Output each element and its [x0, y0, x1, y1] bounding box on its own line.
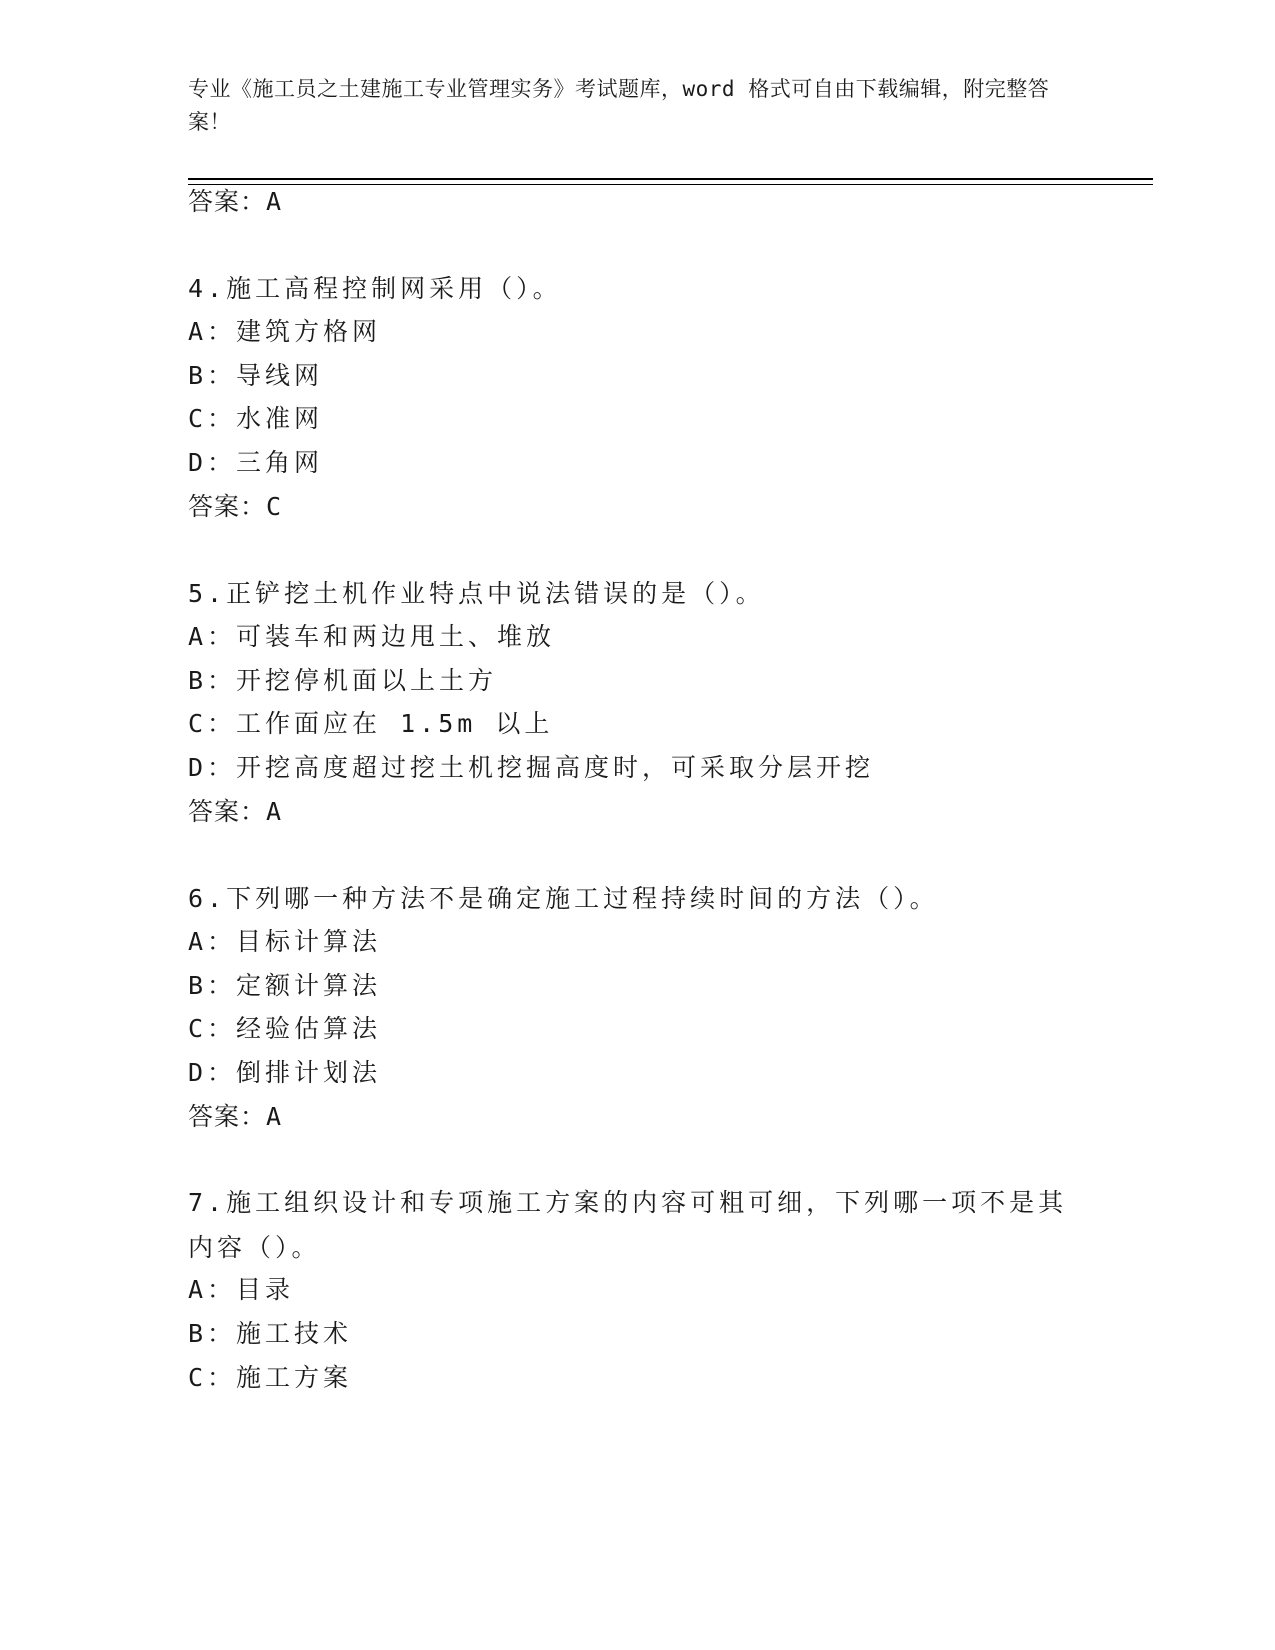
- option-a: A：可装车和两边甩土、堆放: [188, 622, 556, 651]
- question-stem: 6.下列哪一种方法不是确定施工过程持续时间的方法（）。: [188, 884, 939, 913]
- option-d: D：倒排计划法: [188, 1058, 382, 1087]
- option-b: B：施工技术: [188, 1319, 353, 1348]
- question-stem: 4.施工高程控制网采用（）。: [188, 274, 562, 303]
- answer-line: 答案：A: [188, 1102, 283, 1131]
- option-a: A：目录: [188, 1275, 295, 1304]
- option-a: A：目标计算法: [188, 927, 382, 956]
- header-rule-thin: [188, 184, 1153, 185]
- option-c: C：施工方案: [188, 1363, 353, 1392]
- answer-line: 答案：A: [188, 187, 283, 216]
- header-rule: [188, 178, 1153, 180]
- option-b: B：开挖停机面以上土方: [188, 666, 498, 695]
- option-c: C：经验估算法: [188, 1014, 382, 1043]
- option-d: D：开挖高度超过挖土机挖掘高度时，可采取分层开挖: [188, 753, 875, 782]
- option-b: B：定额计算法: [188, 971, 382, 1000]
- option-d: D：三角网: [188, 448, 324, 477]
- option-c: C：工作面应在 1.5m 以上: [188, 709, 554, 738]
- document-header: 专业《施工员之土建施工专业管理实务》考试题库，word 格式可自由下载编辑，附完整答案！: [188, 77, 1050, 134]
- option-b: B：导线网: [188, 361, 324, 390]
- answer-line: 答案：C: [188, 492, 283, 521]
- question-stem: 5.正铲挖土机作业特点中说法错误的是（）。: [188, 579, 765, 608]
- option-c: C：水准网: [188, 404, 324, 433]
- question-stem: 7.施工组织设计和专项施工方案的内容可粗可细，下列哪一项不是其内容（）。: [188, 1188, 1068, 1262]
- option-a: A：建筑方格网: [188, 317, 382, 346]
- answer-line: 答案：A: [188, 797, 283, 826]
